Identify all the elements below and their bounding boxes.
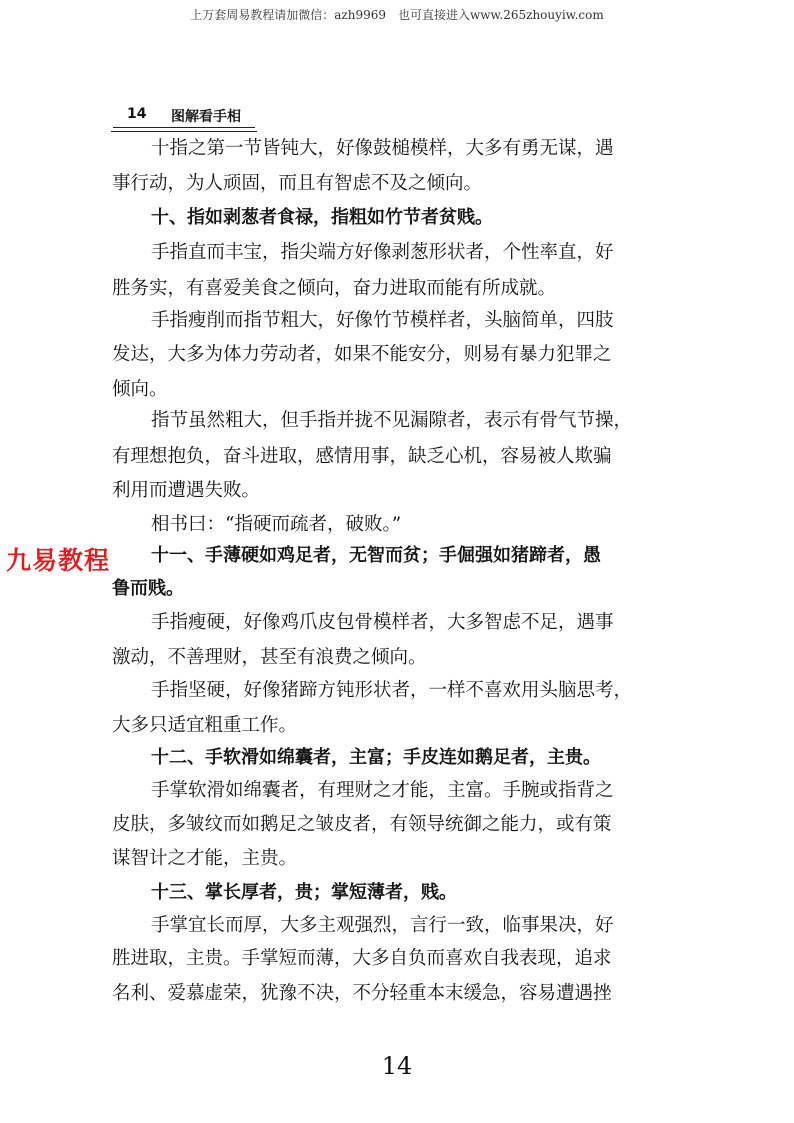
text-line: 事行动，为人顽固，而且有智虑不及之倾向。 [112, 173, 483, 194]
text-line: 相书曰：“指硬而疏者，破败。” [151, 514, 402, 535]
text-line: 手指瘦削而指节粗大，好像竹节模样者，头脑简单，四肢 [151, 310, 614, 331]
text-line: 倾向。 [112, 379, 168, 400]
header-title: 图解看手相 [171, 109, 241, 125]
text-line: 胜务实，有喜爱美食之倾向，奋力进取而能有所成就。 [112, 278, 557, 299]
text-line: 十三、掌长厚者，贵；掌短薄者，贱。 [151, 882, 457, 903]
text-line: 大多只适宜粗重工作。 [112, 715, 298, 736]
text-line: 十一、手薄硬如鸡足者，无智而贫；手倔强如猪蹄者，愚 [151, 545, 601, 566]
text-line: 有理想抱负，奋斗进取，感情用事，缺乏心机，容易被人欺骗 [112, 446, 612, 467]
text-line: 名利、爱慕虚荣，犹豫不决，不分轻重本末缓急，容易遭遇挫 [112, 983, 612, 1004]
running-header [113, 105, 255, 128]
text-line: 手掌软滑如绵囊者，有理财之才能，主富。手腕或指背之 [151, 780, 614, 801]
text-line: 利用而遭遇失败。 [112, 480, 261, 501]
text-line: 谋智计之才能，主贵。 [112, 848, 298, 869]
header-page-number: 14 [127, 106, 147, 122]
header-rule [111, 131, 257, 132]
text-line: 手掌宜长而厚，大多主观强烈，言行一致，临事果决，好 [151, 915, 614, 936]
top-banner: 上万套周易教程请加微信：azh9969 也可直接进入www.265zhouyiw.com [190, 8, 604, 22]
text-line: 皮肤，多皱纹而如鹅足之皱皮者，有领导统御之能力，或有策 [112, 814, 612, 835]
text-line: 十指之第一节皆钝大，好像鼓槌模样，大多有勇无谋，遇 [151, 138, 614, 159]
watermark-logo: 九易教程 [6, 546, 111, 575]
text-line: 手指直而丰宝，指尖端方好像剥葱形状者，个性率直，好 [151, 242, 614, 263]
text-line: 鲁而贱。 [112, 578, 184, 599]
text-line: 手指坚硬，好像猪蹄方钝形状者，一样不喜欢用头脑思考， [151, 680, 633, 701]
text-line: 十、指如剥葱者食禄，指粗如竹节者贫贱。 [151, 207, 493, 228]
text-line: 十二、手软滑如绵囊者，主富；手皮连如鹅足者，主贵。 [151, 747, 601, 768]
text-line: 手指瘦硬，好像鸡爪皮包骨模样者，大多智虑不足，遇事 [151, 612, 614, 633]
footer-page-number: 14 [381, 1052, 413, 1080]
text-line: 发达，大多为体力劳动者，如果不能安分，则易有暴力犯罪之 [112, 344, 612, 365]
text-line: 指节虽然粗大，但手指并拢不见漏隙者，表示有骨气节操， [151, 410, 633, 431]
text-line: 胜进取，主贵。手掌短而薄，大多自负而喜欢自我表现，追求 [112, 948, 612, 969]
text-line: 激动，不善理财，甚至有浪费之倾向。 [112, 647, 427, 668]
